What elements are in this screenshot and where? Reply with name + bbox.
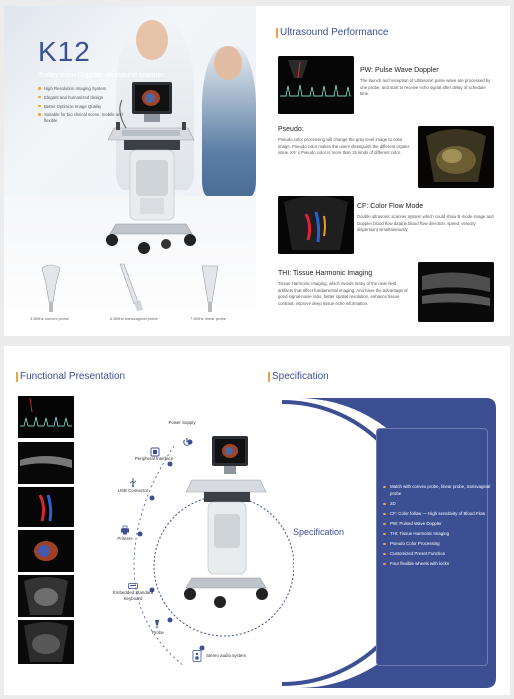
spec-item: Customized Preset Function <box>382 550 498 557</box>
doctor-head-male <box>136 20 168 60</box>
transvaginal-probe-image <box>116 262 146 312</box>
scan-thumbnail <box>18 530 74 572</box>
performance-title: Ultrasound Performance <box>280 27 389 38</box>
interface-label-peripheral: Peripheral Interface <box>134 456 174 461</box>
feature-text: Pseudo color processing will change the gray level image to color image. Pseudo color makes the users distinguish the different organs issue. K6' s Pseudo color is more than 15 kinds of different color. <box>278 137 410 156</box>
scan-thumbnail <box>18 396 74 438</box>
feature-text: Tissue Harmonic Imaging, which avoids many of the near-field artifacts that affect fundamental imaging. And have the advantage of good signal-noise ratio, better spatial resolution, enhance tissue contrast, improve deep tissue echo information. <box>278 281 408 306</box>
functional-title: Functional Presentation <box>20 371 126 382</box>
tissue-harmonic-image <box>418 262 494 322</box>
highlight-item: Elegant and humanized design <box>38 95 128 101</box>
ultrasound-machine-image <box>182 432 270 612</box>
scan-thumbnail <box>18 487 74 527</box>
feature-heading: CF: Color Flow Mode <box>357 203 424 210</box>
interface-label-probe: Probe <box>152 630 164 635</box>
spec-item: Match with convex probe, linear probe, transvaginal probe <box>382 483 498 498</box>
feature-heading: PW: Pulse Wave Doppler <box>360 67 439 74</box>
probe-label: 3.5MHz convex probe <box>30 316 69 321</box>
hero-panel <box>4 6 256 336</box>
ultrasound-machine-image <box>96 78 206 256</box>
interface-label-keyboard: Embedded Standard Keyboard <box>112 590 154 601</box>
scan-thumbnail <box>18 620 74 664</box>
probe-label: 7.5MHz linear probe <box>190 316 227 321</box>
feature-heading: THI: Tissue Harmonic Imaging <box>278 270 373 277</box>
convex-probe-image <box>38 262 64 312</box>
specification-list <box>382 483 498 570</box>
brochure-page-specification <box>4 346 510 695</box>
peripheral-interface-icon <box>150 444 160 454</box>
brochure-page-performance <box>4 6 510 336</box>
pseudo-color-image <box>418 126 494 188</box>
color-flow-image <box>278 196 354 254</box>
probe-label: 6.5MHz transvaginal probe <box>110 316 158 321</box>
highlight-item: Better Optimize Image Quality <box>38 104 128 110</box>
interface-label-usb: USB Connector <box>117 488 149 493</box>
probe-icon <box>152 616 162 626</box>
feature-text: Double ultrasonic scanner system which could show B mode image and Doppler blood flow data(ie.blood flow direction, speed, velocity dispersion) simultaneously. <box>357 214 494 233</box>
linear-probe-image <box>200 262 220 312</box>
specification-center-label: Specification <box>293 527 345 537</box>
specification-title: Specification <box>272 371 329 382</box>
model-title: K12 <box>38 36 91 67</box>
feature-heading: Pseudo: <box>278 126 304 133</box>
spec-item: Pseudo Color Processing <box>382 540 498 547</box>
model-subtitle: Trolley color Doppler ultrasound scanner <box>38 72 164 79</box>
highlight-item: High Resolution Imaging System <box>38 86 128 92</box>
interface-label-power: Power Supply <box>168 420 196 425</box>
doctor-head-female <box>214 46 242 80</box>
scan-thumbnail <box>18 442 74 484</box>
usb-icon <box>128 474 138 484</box>
spec-item: Four flexible wheels with locks <box>382 560 498 567</box>
highlight-item: Suitable for bio clinical scene, mobile and flexible <box>38 112 128 123</box>
feature-text: The launch and reception of Ultrasonic pulse wave are processed by one probe, and start to receive echo signal after delay of schedule time. <box>360 78 491 97</box>
power-icon <box>182 434 192 444</box>
spec-item: 2D <box>382 500 498 507</box>
pw-doppler-image <box>278 56 354 114</box>
spec-item: CF: Color follow — High sensitivity of Blood Flow <box>382 510 498 517</box>
interface-label-audio: Stereo audio system <box>206 653 247 658</box>
interface-label-printers: Printers <box>117 536 133 541</box>
printer-icon <box>120 522 130 532</box>
keyboard-icon <box>128 578 138 588</box>
speaker-icon <box>192 649 202 661</box>
spec-item: THI: Tissue Harmonic Imaging <box>382 530 498 537</box>
scan-thumbnail <box>18 575 74 617</box>
spec-item: PW: Pulsed Wave Doppler <box>382 520 498 527</box>
